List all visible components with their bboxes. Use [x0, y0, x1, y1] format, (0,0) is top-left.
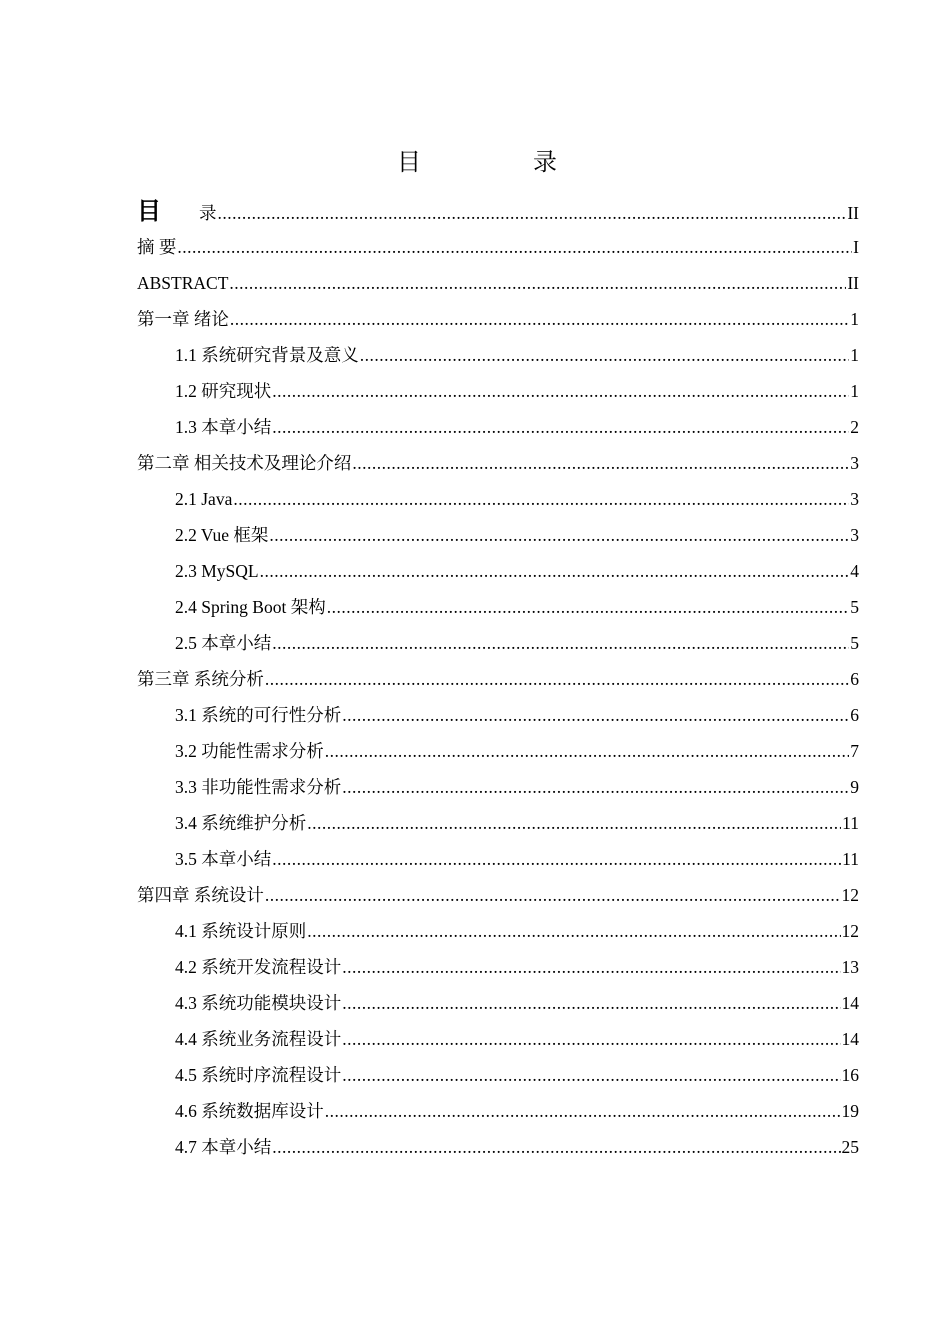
- toc-entry-label: 3.5 本章小结: [175, 849, 272, 869]
- toc-entry-1-3[interactable]: [137, 409, 859, 445]
- toc-entry-1-2[interactable]: [137, 373, 859, 409]
- dot-leader: [260, 553, 850, 589]
- dot-leader: [342, 769, 849, 805]
- dot-leader: [233, 481, 849, 517]
- toc-entry-chapter-3[interactable]: [137, 661, 859, 697]
- toc-entry-label: 1.3 本章小结: [175, 417, 272, 437]
- toc-entry-page: 2: [850, 417, 859, 437]
- toc-entry-label: 1.2 研究现状: [175, 381, 272, 401]
- dot-leader: [360, 337, 850, 373]
- toc-entry-page: 14: [841, 993, 859, 1013]
- dot-leader: [325, 733, 850, 769]
- dot-leader: [325, 1093, 841, 1129]
- toc-entry-3-3[interactable]: [137, 769, 859, 805]
- toc-entry-label: 3.2 功能性需求分析: [175, 741, 324, 761]
- toc-entry-3-5[interactable]: [137, 841, 859, 877]
- toc-entry-2-4[interactable]: [137, 589, 859, 625]
- toc-entry-page: 3: [850, 525, 859, 545]
- toc-entry-page: 16: [841, 1065, 859, 1085]
- dot-leader: [218, 195, 847, 231]
- toc-entry-page: 7: [850, 741, 859, 761]
- toc-entry-2-2[interactable]: [137, 517, 859, 553]
- toc-entry-3-1[interactable]: [137, 697, 859, 733]
- toc-entry-page: 1: [850, 381, 859, 401]
- toc-entry-label: 第一章 绪论: [137, 309, 229, 329]
- dot-leader: [229, 265, 846, 301]
- dot-leader: [342, 1021, 840, 1057]
- toc-entry-label: 摘 要: [137, 237, 177, 257]
- toc-entry-label: 3.3 非功能性需求分析: [175, 777, 342, 797]
- toc-entry-page: 12: [841, 885, 859, 905]
- dot-leader: [272, 625, 849, 661]
- toc-entry-page: 6: [850, 705, 859, 725]
- dot-leader: [342, 949, 840, 985]
- toc-entry-1-1[interactable]: [137, 337, 859, 373]
- dot-leader: [307, 805, 841, 841]
- toc-entry-4-6[interactable]: [137, 1093, 859, 1129]
- toc-entry-4-5[interactable]: [137, 1057, 859, 1093]
- toc-entry-label: 第二章 相关技术及理论介绍: [137, 453, 352, 473]
- dot-leader: [327, 589, 850, 625]
- toc-entry-3-4[interactable]: [137, 805, 859, 841]
- toc-entry-contents[interactable]: [137, 193, 859, 229]
- dot-leader: [230, 301, 849, 337]
- page-title: 目 录: [397, 148, 601, 176]
- toc-entry-label: 第三章 系统分析: [137, 669, 264, 689]
- toc-entry-page: II: [847, 273, 859, 293]
- toc-entry-label: 2.5 本章小结: [175, 633, 272, 653]
- toc-entry-page: 3: [850, 453, 859, 473]
- toc-entry-2-5[interactable]: [137, 625, 859, 661]
- dot-leader: [272, 841, 841, 877]
- toc-entry-label: 4.1 系统设计原则: [175, 921, 307, 941]
- toc-entry-chapter-1[interactable]: [137, 301, 859, 337]
- dot-leader: [342, 985, 840, 1021]
- toc-entry-label-big: 目: [137, 197, 161, 225]
- dot-leader: [272, 409, 849, 445]
- toc-entry-4-7[interactable]: [137, 1129, 859, 1165]
- toc-entry-label: 2.2 Vue 框架: [175, 525, 269, 545]
- toc-entry-page: 4: [850, 561, 859, 581]
- toc-entry-page: 5: [850, 633, 859, 653]
- toc-entry-abstract-en[interactable]: [137, 265, 859, 301]
- dot-leader: [342, 1057, 840, 1093]
- dot-leader: [272, 1129, 840, 1165]
- toc-entry-label: ABSTRACT: [137, 273, 229, 293]
- toc-entry-label: [137, 193, 217, 231]
- toc-entry-chapter-2[interactable]: [137, 445, 859, 481]
- toc-entry-abstract-cn[interactable]: [137, 229, 859, 265]
- dot-leader: [342, 697, 849, 733]
- toc-entry-page: 19: [841, 1101, 859, 1121]
- toc-entry-2-1[interactable]: [137, 481, 859, 517]
- toc-entry-chapter-4[interactable]: [137, 877, 859, 913]
- dot-leader: [265, 661, 849, 697]
- toc-entry-label: 4.2 系统开发流程设计: [175, 957, 342, 977]
- toc-entry-label-rest: 录: [199, 203, 217, 223]
- toc-entry-4-3[interactable]: [137, 985, 859, 1021]
- toc-entry-label: 4.5 系统时序流程设计: [175, 1065, 342, 1085]
- toc-entry-page: 14: [841, 1029, 859, 1049]
- toc-entry-page: 6: [850, 669, 859, 689]
- toc-entry-4-4[interactable]: [137, 1021, 859, 1057]
- dot-leader: [265, 877, 841, 913]
- toc-entry-page: 11: [842, 813, 859, 833]
- toc-entry-label: 第四章 系统设计: [137, 885, 264, 905]
- toc-entry-4-2[interactable]: [137, 949, 859, 985]
- toc-entry-2-3[interactable]: [137, 553, 859, 589]
- dot-leader: [272, 373, 849, 409]
- toc-entry-3-2[interactable]: [137, 733, 859, 769]
- toc-entry-page: 1: [850, 345, 859, 365]
- toc-entry-label: 2.4 Spring Boot 架构: [175, 597, 326, 617]
- dot-leader: [269, 517, 849, 553]
- dot-leader: [307, 913, 840, 949]
- toc-entry-label: 3.4 系统维护分析: [175, 813, 307, 833]
- dot-leader: [352, 445, 849, 481]
- toc-entry-page: 5: [850, 597, 859, 617]
- toc-entry-page: 1: [850, 309, 859, 329]
- toc-entry-label: 1.1 系统研究背景及意义: [175, 345, 359, 365]
- toc-entry-4-1[interactable]: [137, 913, 859, 949]
- toc-entry-label: 4.3 系统功能模块设计: [175, 993, 342, 1013]
- dot-leader: [177, 229, 852, 265]
- toc-entry-label: 2.1 Java: [175, 489, 233, 509]
- toc-entry-label: 4.7 本章小结: [175, 1137, 272, 1157]
- toc-entry-page: I: [853, 237, 859, 257]
- table-of-contents: [137, 193, 859, 1165]
- toc-entry-label: 3.1 系统的可行性分析: [175, 705, 342, 725]
- toc-entry-page: 12: [841, 921, 859, 941]
- toc-entry-page: II: [847, 203, 859, 223]
- toc-entry-page: 3: [850, 489, 859, 509]
- toc-entry-label: 4.6 系统数据库设计: [175, 1101, 324, 1121]
- toc-entry-page: 13: [841, 957, 859, 977]
- toc-entry-label: 2.3 MySQL: [175, 561, 259, 581]
- toc-entry-page: 25: [841, 1137, 859, 1157]
- toc-entry-page: 9: [850, 777, 859, 797]
- toc-entry-page: 11: [842, 849, 859, 869]
- toc-entry-label: 4.4 系统业务流程设计: [175, 1029, 342, 1049]
